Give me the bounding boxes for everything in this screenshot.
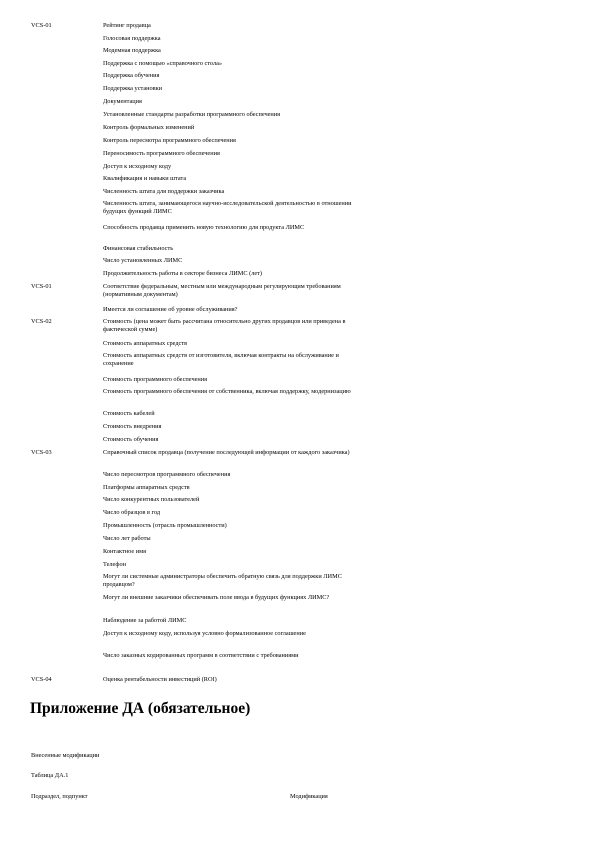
criterion-code: VCS-03 [31, 449, 52, 456]
criterion-text: Стоимость кабелей [103, 410, 155, 417]
criterion-text: Голосовая поддержка [103, 35, 161, 42]
criterion-text: Численность штата, занимающегося научно-исследовательской деятельностью в отношении будущих функций ЛИМС [103, 200, 352, 215]
criterion-text: Документация [103, 98, 142, 105]
criterion-text: Квалификация и навыки штата [103, 175, 187, 182]
criterion-text: Число заказных кодированных программ в соответствии с требованиями [103, 652, 299, 659]
criterion-text: Стоимость обучения [103, 436, 159, 443]
criterion-text: Доступ к исходному коду, используя условно формализованное соглашение [103, 630, 306, 637]
criterion-text: Промышленность (отрасль промышленности) [103, 522, 227, 529]
criterion-text: Стоимость аппаратных средств от изготовителя, включая контракты на обслуживание и сохранение [103, 352, 339, 367]
criterion-text: Имеется ли соглашение об уровне обслуживания? [103, 306, 238, 313]
criterion-text: Поддержка с помощью «справочного стола» [103, 60, 223, 67]
criterion-text: Платформы аппаратных средств [103, 484, 190, 491]
criterion-code: VCS-01 [31, 22, 52, 29]
criterion-text: Контроль формальных изменений [103, 124, 195, 131]
criterion-text: Число образцов в год [103, 509, 161, 516]
criterion-text: Переносимость программного обеспечения [103, 150, 220, 157]
criterion-text: Продолжительность работы в секторе бизнеса ЛИМС (лет) [103, 270, 263, 277]
criterion-text: Модемная поддержка [103, 47, 161, 54]
criterion-text: Численность штата для поддержки заказчика [103, 188, 225, 195]
criterion-text: Способность продавца применить новую технологию для продукта ЛИМС [103, 224, 305, 231]
criterion-text: Стоимость (цена может быть рассчитана относительно других продавцов или приведена в фактической сумме) [103, 318, 346, 333]
criterion-text: Стоимость программного обеспечения [103, 376, 208, 383]
criterion-text: Число лет работы [103, 535, 151, 542]
criterion-text: Стоимость внедрения [103, 423, 162, 430]
appendix-subtitle: Внесенные модификации [31, 752, 100, 759]
criterion-code: VCS-04 [31, 676, 52, 683]
criterion-code: VCS-02 [31, 318, 52, 325]
column-header-modification: Модификация [290, 793, 328, 800]
criterion-text: Число установленных ЛИМС [103, 257, 183, 264]
criterion-text: Число конкурентных пользователей [103, 496, 200, 503]
table-label: Таблица ДА.1 [31, 772, 69, 779]
criterion-text: Могут ли системные администраторы обеспечить обратную связь для поддержки ЛИМС продавцом? [103, 573, 342, 588]
criterion-text: Рейтинг продавца [103, 22, 151, 29]
criterion-text: Поддержка обучения [103, 72, 160, 79]
criterion-text: Поддержка установки [103, 85, 163, 92]
criterion-text: Установленные стандарты разработки программного обеспечения [103, 111, 281, 118]
criterion-text: Контроль пересмотра программного обеспечения [103, 137, 236, 144]
criterion-text: Стоимость аппаратных средств [103, 340, 188, 347]
criterion-code: VCS-01 [31, 283, 52, 290]
criterion-text: Стоимость программного обеспечения от собственника, включая поддержку, модернизацию [103, 388, 351, 395]
criterion-text: Соответствие федеральным, местным или международным регулирующим требованиям (нормативным документам) [103, 283, 341, 298]
criterion-text: Финансовая стабильность [103, 245, 174, 252]
criterion-text: Справочный список продавца (получение последующей информации от каждого заказчика) [103, 449, 350, 456]
criterion-text: Могут ли внешние заказчики обеспечивать поле ввода в будущих функциях ЛИМС? [103, 594, 330, 601]
criterion-text: Телефон [103, 561, 127, 568]
criterion-text: Контактное имя [103, 548, 146, 555]
criterion-text: Число пересмотров программного обеспечения [103, 471, 231, 478]
criterion-text: Доступ к исходному коду [103, 163, 172, 170]
column-header-subsection: Подраздел, подпункт [31, 793, 88, 800]
criterion-text: Наблюдение за работой ЛИМС [103, 617, 187, 624]
criterion-text: Оценка рентабельности инвестиций (ROI) [103, 676, 217, 683]
appendix-title: Приложение ДА (обязательное) [30, 700, 251, 717]
